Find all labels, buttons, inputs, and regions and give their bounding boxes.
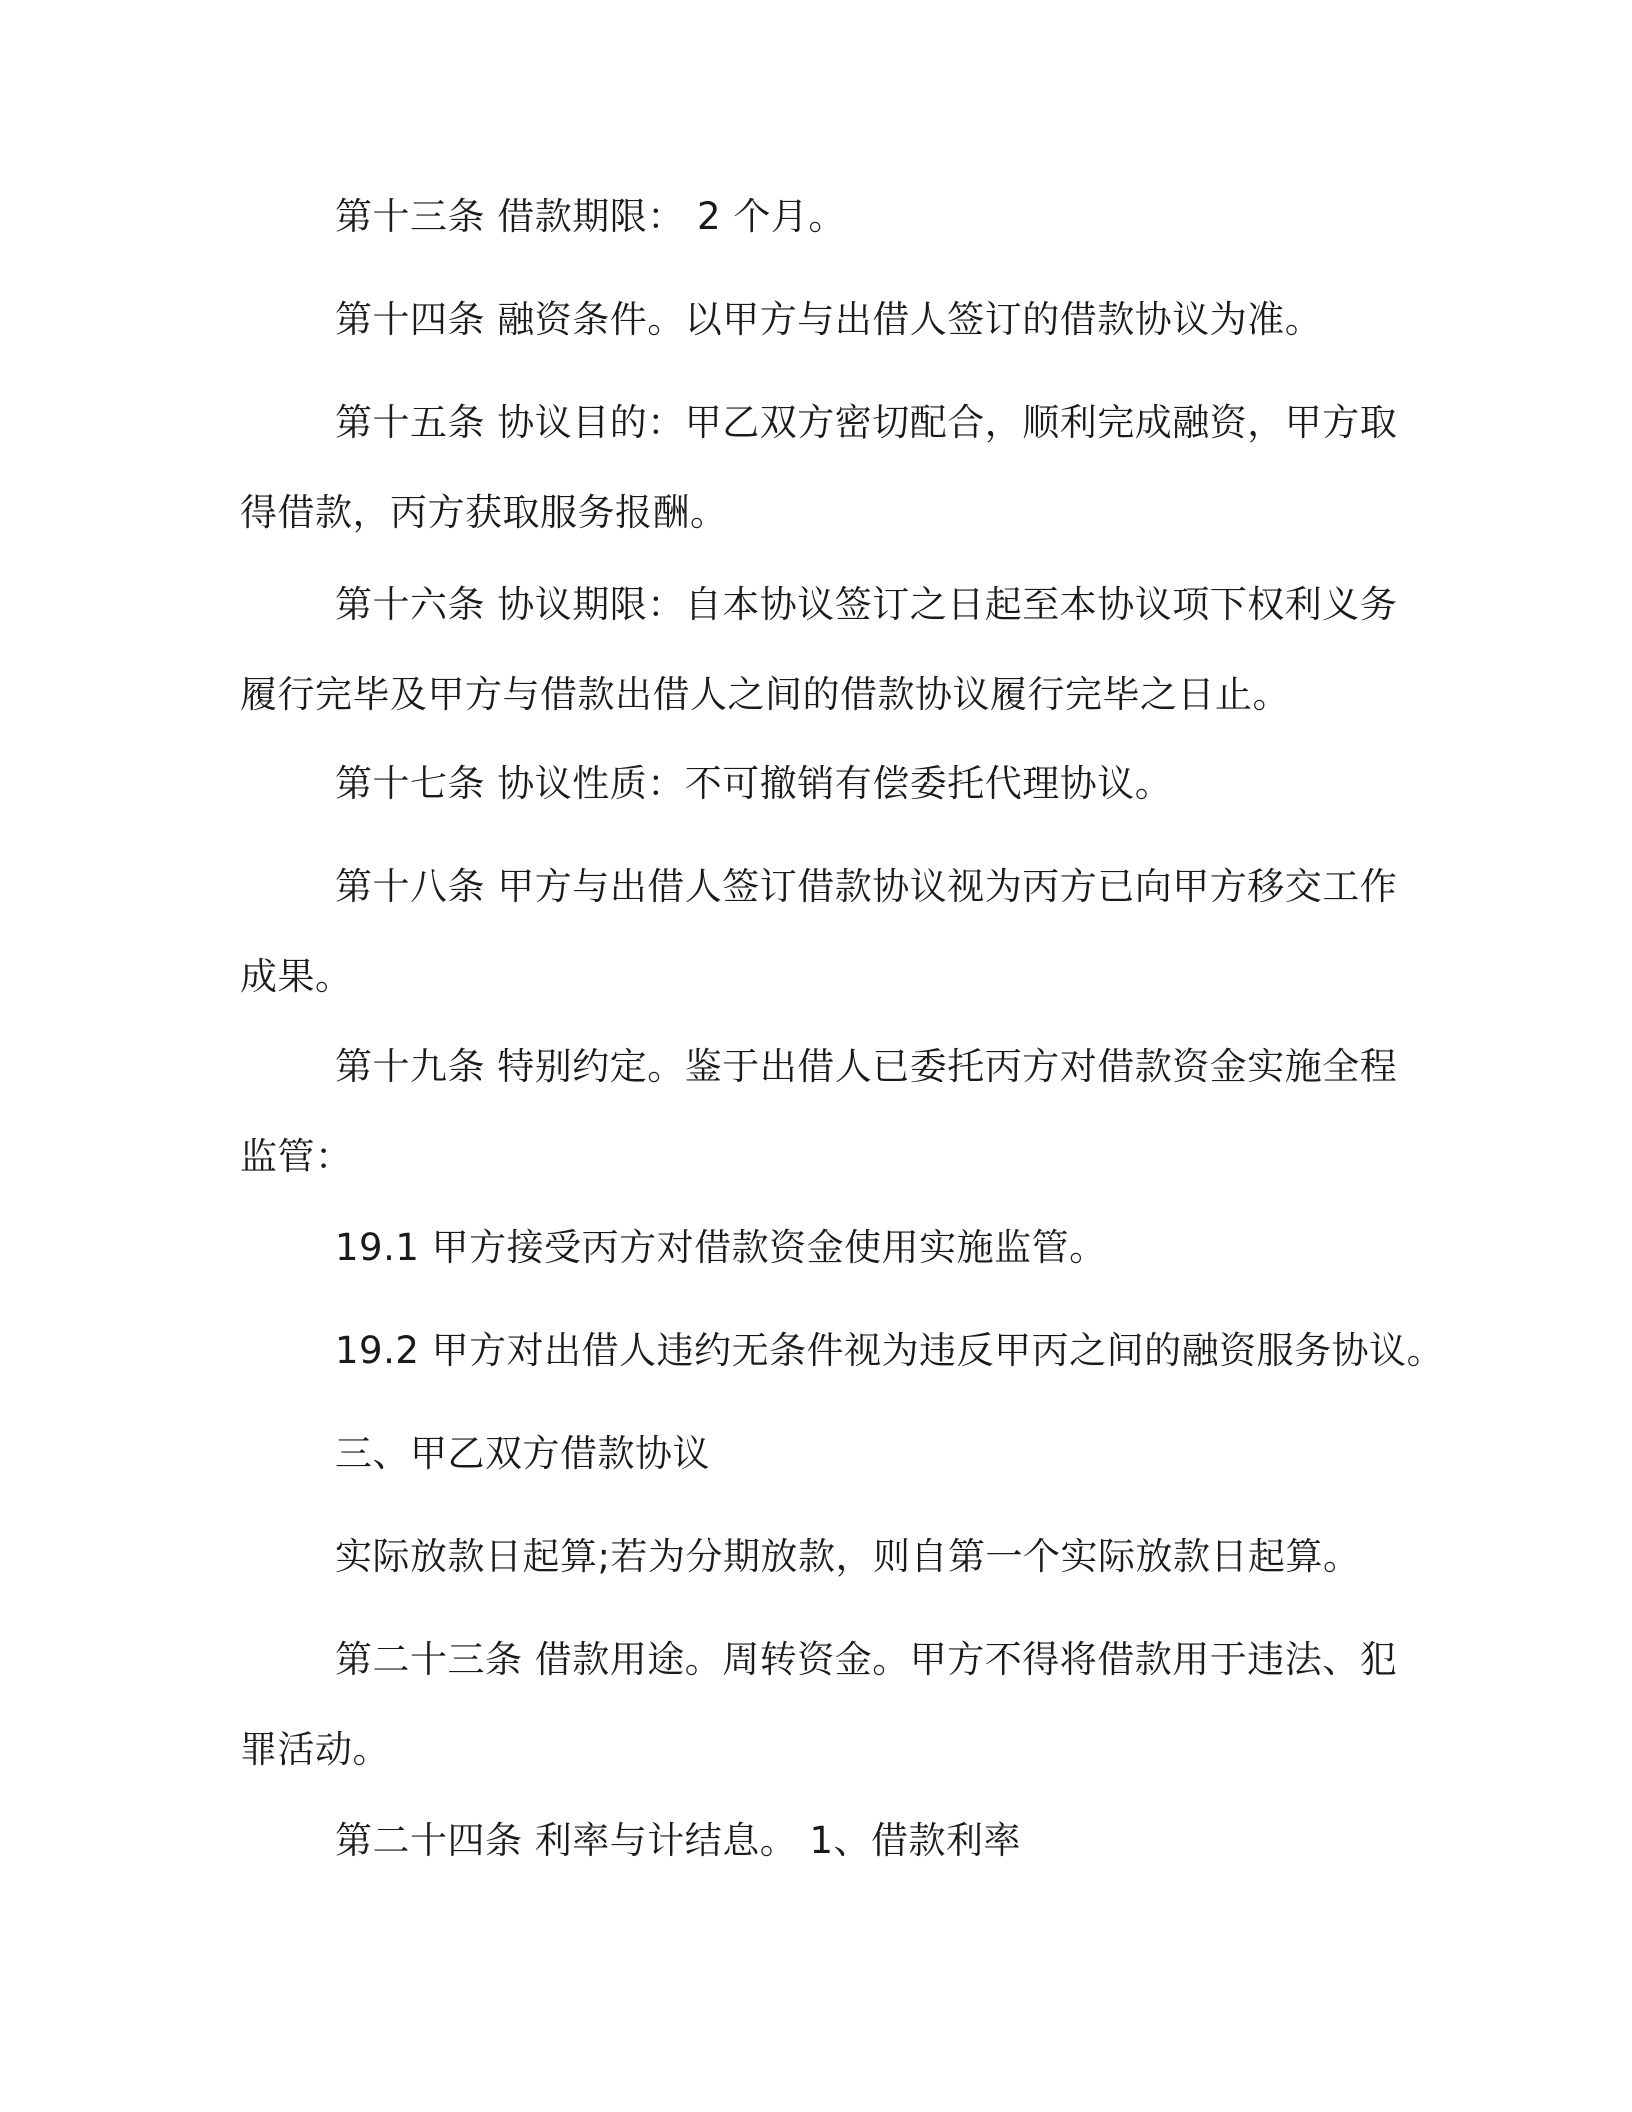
clause-19-2 <box>240 1306 1445 1396</box>
article-18 <box>240 842 1400 1022</box>
article-14-line-1: 第十四条 融资条件。以甲方与出借人签订的借款协议为准。 <box>335 298 1323 341</box>
article-24-line-1: 第二十四条 利率与计结息。 1、借款利率 <box>335 1819 1022 1862</box>
article-16-line-2: 履行完毕及甲方与借款出借人之间的借款协议履行完毕之日止。 <box>240 673 1290 716</box>
article-18-line-2: 成果。 <box>240 955 353 998</box>
article-23-line-2: 罪活动。 <box>240 1728 390 1771</box>
article-17-line-1: 第十七条 协议性质：不可撤销有偿委托代理协议。 <box>335 762 1173 805</box>
article-15 <box>240 378 1400 558</box>
section-3-heading <box>240 1409 1400 1499</box>
article-17 <box>240 739 1400 829</box>
loan-start-paragraph <box>240 1512 1400 1602</box>
loan-start-line-1: 实际放款日起算;若为分期放款，则自第一个实际放款日起算。 <box>335 1535 1361 1578</box>
article-16-line-1: 第十六条 协议期限：自本协议签订之日起至本协议项下权利义务 <box>335 583 1398 626</box>
article-15-line-2: 得借款，丙方获取服务报酬。 <box>240 491 728 534</box>
article-23-line-1: 第二十三条 借款用途。周转资金。甲方不得将借款用于违法、犯 <box>335 1638 1398 1681</box>
article-23 <box>240 1615 1400 1795</box>
article-19-line-2: 监管： <box>240 1135 353 1178</box>
article-18-line-1: 第十八条 甲方与出借人签订借款协议视为丙方已向甲方移交工作 <box>335 865 1398 908</box>
clause-19-1-line-1: 19.1 甲方接受丙方对借款资金使用实施监管。 <box>335 1226 1107 1269</box>
article-14 <box>240 275 1400 365</box>
clause-19-1 <box>240 1203 1400 1293</box>
article-13 <box>240 172 1400 262</box>
article-24 <box>240 1796 1400 1886</box>
article-15-line-1: 第十五条 协议目的：甲乙双方密切配合，顺利完成融资，甲方取 <box>335 401 1398 444</box>
clause-19-2-line-1: 19.2 甲方对出借人违约无条件视为违反甲丙之间的融资服务协议。 <box>335 1329 1445 1372</box>
section-3-heading-line-1: 三、甲乙双方借款协议 <box>335 1432 710 1475</box>
article-16 <box>240 560 1400 740</box>
article-19 <box>240 1022 1400 1202</box>
article-19-line-1: 第十九条 特别约定。鉴于出借人已委托丙方对借款资金实施全程 <box>335 1045 1398 1088</box>
article-13-line-1: 第十三条 借款期限： 2 个月。 <box>335 195 846 238</box>
